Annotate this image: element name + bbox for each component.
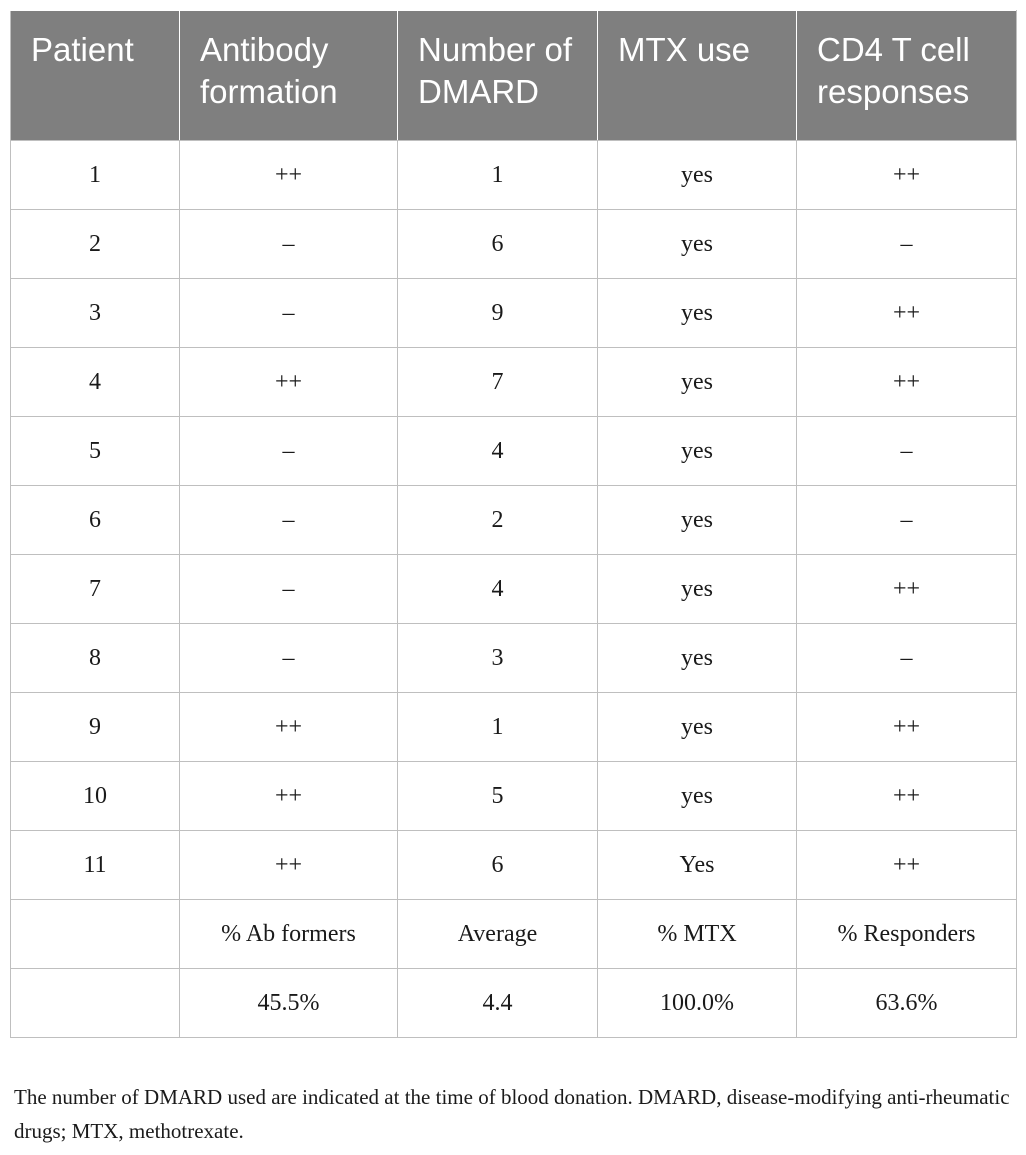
cell-mtx-use: yes: [598, 348, 797, 417]
summary-label-cd4-t-cell-responses: % Responders: [797, 900, 1017, 969]
summary-value-mtx-use: 100.0%: [598, 969, 797, 1038]
cell-cd4-t-cell-responses: –: [797, 486, 1017, 555]
header-number-of-dmard: Number of DMARD: [398, 11, 598, 141]
table-header: [11, 11, 1017, 141]
table-row: [11, 624, 1017, 693]
cell-antibody-formation: –: [180, 624, 398, 693]
table-row: [11, 210, 1017, 279]
cell-patient: 11: [11, 831, 180, 900]
cell-number-of-dmard: 9: [398, 279, 598, 348]
summary-value-patient: [11, 969, 180, 1038]
cell-cd4-t-cell-responses: ++: [797, 279, 1017, 348]
cell-patient: 8: [11, 624, 180, 693]
cell-mtx-use: yes: [598, 486, 797, 555]
cell-cd4-t-cell-responses: –: [797, 417, 1017, 486]
cell-antibody-formation: ++: [180, 831, 398, 900]
cell-antibody-formation: ++: [180, 693, 398, 762]
cell-number-of-dmard: 7: [398, 348, 598, 417]
cell-antibody-formation: ++: [180, 762, 398, 831]
summary-value-row: [11, 969, 1017, 1038]
table-row: [11, 348, 1017, 417]
cell-antibody-formation: ++: [180, 348, 398, 417]
header-mtx-use: MTX use: [598, 11, 797, 141]
cell-number-of-dmard: 1: [398, 693, 598, 762]
cell-mtx-use: yes: [598, 141, 797, 210]
summary-label-row: [11, 900, 1017, 969]
cell-patient: 7: [11, 555, 180, 624]
summary-label-patient: [11, 900, 180, 969]
cell-number-of-dmard: 5: [398, 762, 598, 831]
cell-mtx-use: yes: [598, 762, 797, 831]
table-row: [11, 141, 1017, 210]
table-row: [11, 831, 1017, 900]
table-row: [11, 279, 1017, 348]
table-caption: The number of DMARD used are indicated at the time of blood donation. DMARD, disease-modifying anti-rheumatic drugs; MTX, methotrexate.: [14, 1085, 1010, 1143]
table-row: [11, 693, 1017, 762]
cell-patient: 1: [11, 141, 180, 210]
header-cd4-t-cell-responses: CD4 T cell responses: [797, 11, 1017, 141]
cell-patient: 4: [11, 348, 180, 417]
header-patient: Patient: [11, 11, 180, 141]
cell-antibody-formation: –: [180, 417, 398, 486]
cell-cd4-t-cell-responses: ++: [797, 555, 1017, 624]
table-row: [11, 417, 1017, 486]
cell-patient: 2: [11, 210, 180, 279]
cell-cd4-t-cell-responses: ++: [797, 831, 1017, 900]
cell-mtx-use: yes: [598, 693, 797, 762]
summary-value-antibody-formation: 45.5%: [180, 969, 398, 1038]
cell-patient: 3: [11, 279, 180, 348]
cell-cd4-t-cell-responses: ++: [797, 762, 1017, 831]
summary-value-cd4-t-cell-responses: 63.6%: [797, 969, 1017, 1038]
cell-patient: 9: [11, 693, 180, 762]
cell-mtx-use: yes: [598, 210, 797, 279]
table-body: [11, 141, 1017, 1038]
cell-number-of-dmard: 6: [398, 210, 598, 279]
cell-mtx-use: Yes: [598, 831, 797, 900]
cell-mtx-use: yes: [598, 417, 797, 486]
cell-patient: 6: [11, 486, 180, 555]
summary-label-number-of-dmard: Average: [398, 900, 598, 969]
cell-cd4-t-cell-responses: ++: [797, 141, 1017, 210]
table-row: [11, 762, 1017, 831]
cell-cd4-t-cell-responses: ++: [797, 693, 1017, 762]
header-row: [11, 11, 1017, 141]
cell-mtx-use: yes: [598, 624, 797, 693]
cell-number-of-dmard: 6: [398, 831, 598, 900]
cell-antibody-formation: –: [180, 279, 398, 348]
cell-antibody-formation: ++: [180, 141, 398, 210]
header-antibody-formation: Antibody formation: [180, 11, 398, 141]
summary-label-mtx-use: % MTX: [598, 900, 797, 969]
cell-number-of-dmard: 1: [398, 141, 598, 210]
cell-antibody-formation: –: [180, 555, 398, 624]
cell-antibody-formation: –: [180, 486, 398, 555]
cell-antibody-formation: –: [180, 210, 398, 279]
cell-cd4-t-cell-responses: –: [797, 210, 1017, 279]
summary-value-number-of-dmard: 4.4: [398, 969, 598, 1038]
cell-number-of-dmard: 3: [398, 624, 598, 693]
table-row: [11, 486, 1017, 555]
patient-table: [10, 10, 1017, 1038]
summary-label-antibody-formation: % Ab formers: [180, 900, 398, 969]
cell-mtx-use: yes: [598, 279, 797, 348]
cell-cd4-t-cell-responses: –: [797, 624, 1017, 693]
cell-patient: 5: [11, 417, 180, 486]
table-row: [11, 555, 1017, 624]
cell-number-of-dmard: 2: [398, 486, 598, 555]
cell-mtx-use: yes: [598, 555, 797, 624]
cell-number-of-dmard: 4: [398, 555, 598, 624]
cell-cd4-t-cell-responses: ++: [797, 348, 1017, 417]
cell-number-of-dmard: 4: [398, 417, 598, 486]
cell-patient: 10: [11, 762, 180, 831]
